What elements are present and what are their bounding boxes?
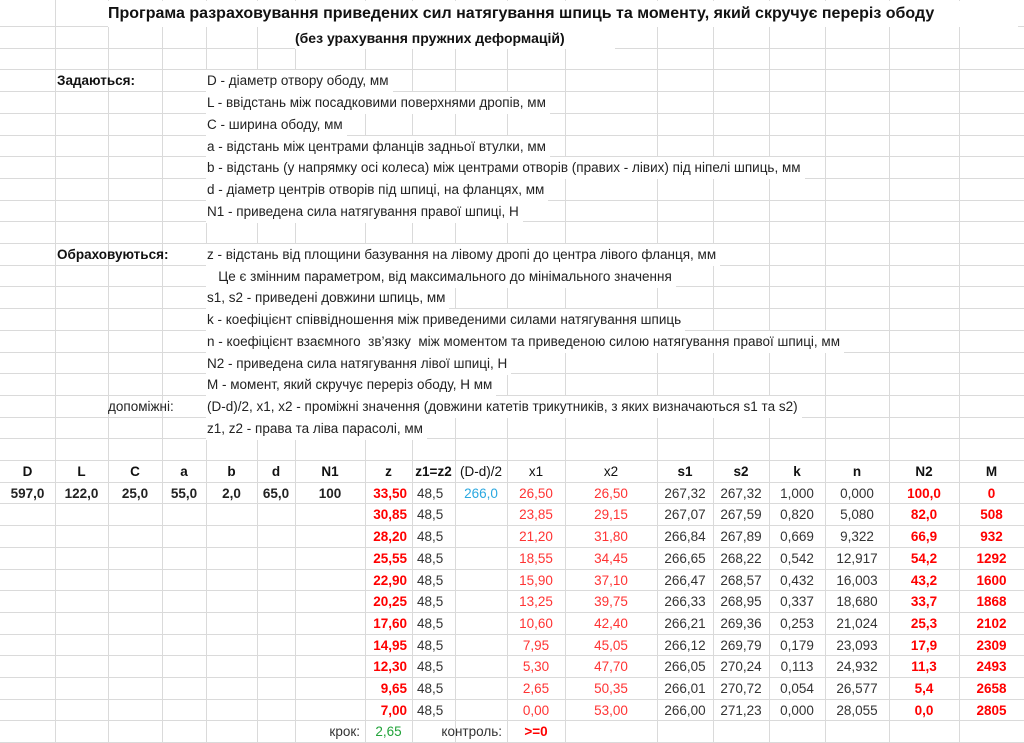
cell-x2: 45,05 [594,638,628,653]
cell-x1: 26,50 [519,486,553,501]
computed-item: M - момент, який скручує переріз ободу, Н мм [206,374,496,396]
cell-x2: 29,15 [594,507,628,522]
input-b[interactable]: 2,0 [222,486,241,501]
cell-z: 28,20 [373,529,407,544]
cell-s2: 267,59 [720,507,762,522]
cell-z1-z2: 48,5 [417,529,444,544]
cell-x1: 10,60 [519,616,553,631]
page-subtitle: (без урахування пружних деформацій) [295,27,615,49]
step-label: крок: [329,724,360,739]
cell-n: 9,322 [840,529,874,544]
control-label: контроль: [441,724,502,739]
cell-N2: 25,3 [910,616,938,631]
column-gridline [162,0,163,743]
cell-x2: 50,35 [594,681,628,696]
cell-x2: 42,40 [594,616,628,631]
cell-x1: 5,30 [522,659,550,674]
control-value: >=0 [524,724,548,739]
cell-x1: 18,55 [519,551,553,566]
header-L: L [77,464,86,479]
cell-N2: 17,9 [910,638,938,653]
cell-s1: 266,21 [664,616,706,631]
header-s2: s2 [733,464,749,479]
header-k: k [793,464,801,479]
cell-M: 2658 [976,681,1007,696]
header-z1-z2: z1=z2 [415,464,452,479]
input-L[interactable]: 122,0 [64,486,99,501]
cell-N2: 54,2 [910,551,938,566]
header-b: b [227,464,236,479]
value-D-d-2: 266,0 [464,486,498,501]
cell-s1: 266,33 [664,594,706,609]
cell-s2: 269,79 [720,638,762,653]
header-x1: x1 [528,464,544,479]
cell-n: 21,024 [836,616,878,631]
given-item: d - діаметр центрів отворів під шпиці, на фланцях, мм [206,179,548,201]
cell-n: 18,680 [836,594,878,609]
input-d[interactable]: 65,0 [262,486,290,501]
column-gridline [108,0,109,743]
cell-n: 5,080 [840,507,874,522]
cell-k: 0,542 [780,551,814,566]
given-item: N1 - приведена сила натягування правої шпиці, Н [206,201,523,223]
cell-n: 12,917 [836,551,878,566]
cell-z: 33,50 [373,486,407,501]
cell-z: 12,30 [373,659,407,674]
cell-k: 0,054 [780,681,814,696]
column-gridline [55,0,56,743]
cell-z: 9,65 [380,681,407,696]
cell-k: 1,000 [780,486,814,501]
cell-z: 20,25 [373,594,407,609]
cell-N2: 66,9 [910,529,938,544]
cell-x1: 7,95 [522,638,550,653]
computed-item: n - коефіцієнт взаємного зв’язку між моментом та приведеною силою натягування правої шпиці, мм [206,331,844,353]
header-d: d [271,464,281,479]
cell-s2: 268,57 [720,573,762,588]
computed-label: Обраховуються: [57,247,169,262]
cell-s1: 266,05 [664,659,706,674]
header-s1: s1 [677,464,693,479]
cell-k: 0,820 [780,507,814,522]
cell-x2: 31,80 [594,529,628,544]
cell-x2: 47,70 [594,659,628,674]
cell-s1: 267,32 [664,486,706,501]
cell-s1: 266,84 [664,529,706,544]
auxiliary-item: z1, z2 - права та ліва парасолі, мм [206,418,427,440]
cell-n: 0,000 [840,486,874,501]
cell-s1: 266,12 [664,638,706,653]
header-D-d-2: (D-d)/2 [459,464,502,479]
header-N2: N2 [915,464,933,479]
cell-k: 0,669 [780,529,814,544]
computed-item: k - коефіцієнт співвідношення між приведеними силами натягування шпиць [206,309,685,331]
cell-M: 2102 [976,616,1007,631]
given-label: Задаються: [57,73,136,88]
cell-z1-z2: 48,5 [417,573,444,588]
cell-n: 23,093 [836,638,878,653]
cell-k: 0,113 [780,659,814,674]
cell-z1-z2: 48,5 [417,486,444,501]
cell-k: 0,000 [780,703,814,718]
given-item: C - ширина ободу, мм [206,114,347,136]
cell-M: 1868 [976,594,1007,609]
computed-item: z - відстань від площини базування на лівому дропі до центра лівого фланця, мм [206,244,720,266]
header-M: M [985,464,998,479]
cell-z1-z2: 48,5 [417,638,444,653]
cell-n: 28,055 [836,703,878,718]
cell-z: 30,85 [373,507,407,522]
cell-M: 1600 [976,573,1007,588]
cell-n: 16,003 [836,573,878,588]
cell-s2: 271,23 [720,703,762,718]
cell-M: 2493 [976,659,1007,674]
cell-M: 1292 [976,551,1007,566]
cell-M: 508 [980,507,1003,522]
cell-x2: 39,75 [594,594,628,609]
cell-s2: 270,24 [720,659,762,674]
cell-z1-z2: 48,5 [417,551,444,566]
cell-s1: 267,07 [664,507,706,522]
cell-s2: 268,22 [720,551,762,566]
cell-x2: 37,10 [594,573,628,588]
given-item: L - ввідстань між посадковими поверхнями дропів, мм [206,92,550,114]
input-C[interactable]: 25,0 [121,486,149,501]
cell-x1: 13,25 [519,594,553,609]
header-x2: x2 [603,464,619,479]
cell-s2: 270,72 [720,681,762,696]
cell-z: 14,95 [373,638,407,653]
header-C: C [130,464,140,479]
cell-M: 2805 [976,703,1007,718]
cell-M: 2309 [976,638,1007,653]
row-gridline [0,438,1024,439]
cell-x2: 26,50 [594,486,628,501]
cell-z1-z2: 48,5 [417,616,444,631]
cell-s2: 267,89 [720,529,762,544]
header-z: z [385,464,392,479]
cell-z: 25,55 [373,551,407,566]
cell-N2: 5,4 [914,681,934,696]
cell-k: 0,432 [780,573,814,588]
cell-N2: 0,0 [914,703,934,718]
cell-x2: 34,45 [594,551,628,566]
cell-s2: 268,95 [720,594,762,609]
step-value[interactable]: 2,65 [375,724,402,739]
input-D[interactable]: 597,0 [10,486,45,501]
cell-z1-z2: 48,5 [417,507,444,522]
auxiliary-item: (D-d)/2, x1, x2 - проміжні значення (довжини катетів трикутників, з яких визначаються s1 та s2) [206,396,802,418]
cell-k: 0,179 [780,638,814,653]
cell-M: 932 [980,529,1003,544]
cell-M: 0 [987,486,996,501]
cell-x1: 2,65 [522,681,550,696]
cell-N2: 82,0 [910,507,938,522]
cell-x1: 0,00 [522,703,550,718]
page-title: Програма разраховування приведених сил натягування шпиць та моменту, який скручує переріз ободу [108,1,1018,27]
cell-s2: 269,36 [720,616,762,631]
cell-x1: 23,85 [519,507,553,522]
cell-n: 24,932 [836,659,878,674]
cell-z1-z2: 48,5 [417,703,444,718]
cell-z1-z2: 48,5 [417,681,444,696]
header-N1: N1 [321,464,339,479]
cell-N2: 100,0 [907,486,941,501]
cell-z: 7,00 [380,703,407,718]
cell-s1: 266,65 [664,551,706,566]
cell-s1: 266,01 [664,681,706,696]
cell-s1: 266,47 [664,573,706,588]
cell-z: 17,60 [373,616,407,631]
header-D: D [22,464,33,479]
cell-N2: 11,3 [911,659,937,674]
input-N1[interactable]: 100 [318,486,342,501]
cell-n: 26,577 [836,681,878,696]
cell-N2: 43,2 [910,573,938,588]
given-item: a - відстань між центрами фланців задньої втулки, мм [206,136,550,158]
cell-s1: 266,00 [664,703,706,718]
given-item: b - відстань (у напрямку осі колеса) між центрами отворів (правих - лівих) під ніпелі шпиць, мм [206,157,805,179]
cell-k: 0,253 [780,616,814,631]
computed-item: Це є змінним параметром, від максимального до мінімального значення [206,266,676,288]
header-a: a [180,464,188,479]
cell-k: 0,337 [780,594,814,609]
cell-z1-z2: 48,5 [417,594,444,609]
cell-x2: 53,00 [594,703,628,718]
input-a[interactable]: 55,0 [170,486,198,501]
cell-z1-z2: 48,5 [417,659,444,674]
computed-item: N2 - приведена сила натягування лівої шпиці, Н [206,353,511,375]
given-item: D - діаметр отвору ободу, мм [206,70,393,92]
cell-s2: 267,32 [720,486,762,501]
auxiliary-label: допоміжні: [108,399,174,414]
cell-z: 22,90 [373,573,407,588]
header-n: n [852,464,862,479]
row-gridline [0,373,1024,374]
computed-item: s1, s2 - приведені довжини шпиць, мм [206,287,449,309]
cell-x1: 21,20 [519,529,553,544]
cell-x1: 15,90 [519,573,553,588]
cell-N2: 33,7 [910,594,938,609]
